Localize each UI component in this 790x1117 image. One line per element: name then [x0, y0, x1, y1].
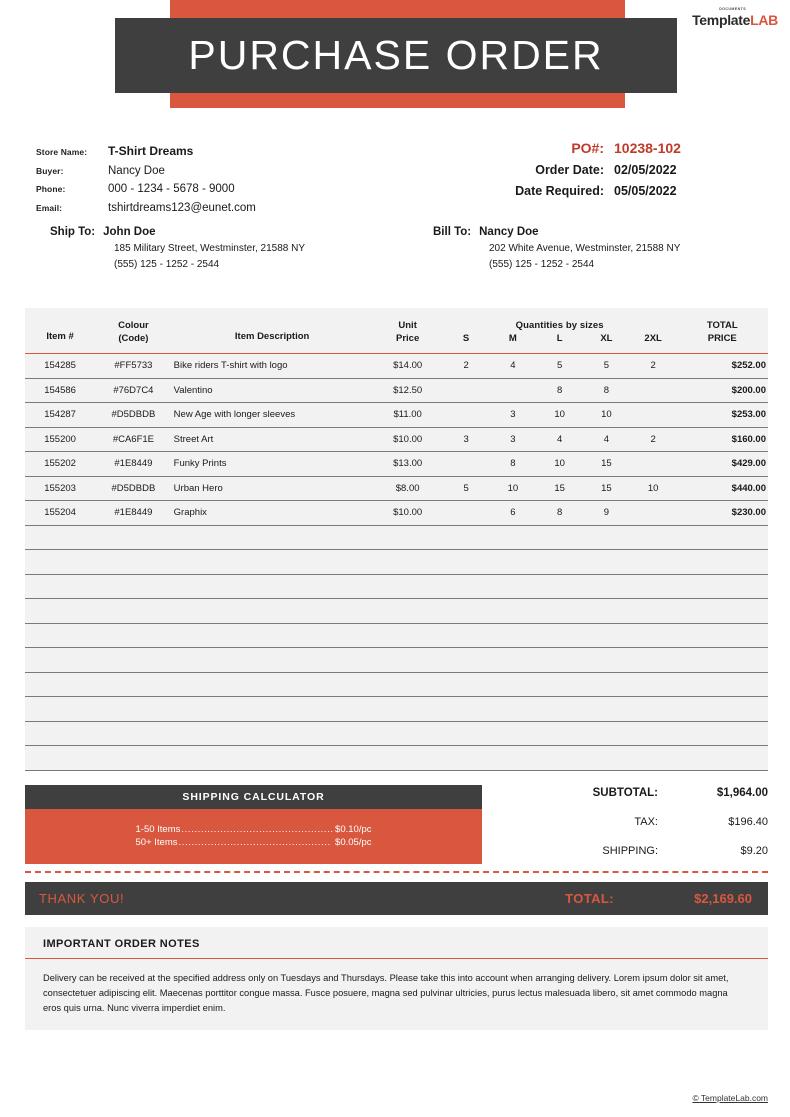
cell-unit-price: $13.00	[373, 452, 443, 477]
header-title-block	[115, 18, 677, 93]
cell-qty-s: 2	[443, 354, 490, 379]
po-number-value: 10238-102	[614, 140, 681, 156]
cell-colour: #1E8449	[95, 452, 172, 477]
cell-qty-s	[443, 623, 490, 648]
cell-qty-2xl	[630, 721, 677, 746]
cell-item: 155204	[25, 501, 95, 526]
cell-description: New Age with longer sleeves	[172, 403, 373, 428]
cell-qty-s	[443, 501, 490, 526]
shipping-tier-rate: $0.10/pc	[335, 823, 372, 835]
cell-qty-m: 4	[489, 354, 536, 379]
table-row	[25, 697, 768, 722]
cell-qty-m: 3	[489, 427, 536, 452]
calculator-and-totals-section	[25, 785, 768, 871]
cell-qty-2xl	[630, 550, 677, 575]
cell-item	[25, 697, 95, 722]
cell-qty-xl: 15	[583, 476, 630, 501]
cell-description	[172, 599, 373, 624]
col-header-description: Item Description	[172, 308, 373, 353]
cell-qty-l: 4	[536, 427, 583, 452]
phone-value: 000 - 1234 - 5678 - 9000	[108, 183, 235, 195]
email-label: Email:	[36, 202, 63, 213]
cell-qty-l: 15	[536, 476, 583, 501]
cell-qty-m: 3	[489, 403, 536, 428]
shipping-tier-label: 50+ Items	[135, 837, 178, 849]
store-name-value: T-Shirt Dreams	[108, 144, 194, 158]
cell-total	[677, 599, 768, 624]
cell-total	[677, 550, 768, 575]
ship-to-label: Ship To:	[50, 226, 96, 238]
cell-qty-l: 10	[536, 403, 583, 428]
cell-unit-price	[373, 574, 443, 599]
cell-description	[172, 697, 373, 722]
bill-to-phone: (555) 125 - 1252 - 2544	[489, 259, 595, 270]
cell-description: Funky Prints	[172, 452, 373, 477]
cell-colour: #D5DBDB	[95, 403, 172, 428]
cell-qty-m	[489, 721, 536, 746]
table-header-bottom-row	[25, 332, 768, 353]
cell-item: 154287	[25, 403, 95, 428]
cell-qty-2xl	[630, 403, 677, 428]
cell-qty-2xl	[630, 378, 677, 403]
cell-qty-s: 3	[443, 427, 490, 452]
cell-description: Urban Hero	[172, 476, 373, 501]
col-header-size-s: S	[443, 332, 490, 353]
shipping-label: SHIPPING:	[602, 844, 658, 857]
cell-total	[677, 574, 768, 599]
cell-qty-s	[443, 746, 490, 771]
col-header-item: Item #	[25, 308, 95, 353]
cell-qty-s	[443, 599, 490, 624]
cell-qty-xl	[583, 599, 630, 624]
cell-colour	[95, 648, 172, 673]
cell-qty-l	[536, 721, 583, 746]
col-header-colour-line2: (Code)	[95, 332, 172, 353]
store-info-block	[36, 144, 256, 220]
cell-colour: #FF5733	[95, 354, 172, 379]
logo-lab-text: LAB	[750, 11, 778, 28]
col-header-size-m: M	[489, 332, 536, 353]
cell-unit-price	[373, 672, 443, 697]
col-header-unit-line2: Price	[373, 332, 443, 353]
cell-item	[25, 574, 95, 599]
cell-qty-s	[443, 525, 490, 550]
table-row	[25, 403, 768, 428]
cell-total	[677, 746, 768, 771]
cell-qty-s	[443, 550, 490, 575]
cell-colour: #D5DBDB	[95, 476, 172, 501]
cell-qty-m	[489, 525, 536, 550]
cell-item	[25, 525, 95, 550]
shipping-calculator	[25, 785, 482, 865]
cell-unit-price: $10.00	[373, 501, 443, 526]
cell-unit-price: $12.50	[373, 378, 443, 403]
cell-qty-2xl	[630, 746, 677, 771]
grand-total-value: $2,169.60	[694, 890, 752, 906]
po-number-label: PO#:	[571, 140, 604, 156]
cell-qty-l: 8	[536, 378, 583, 403]
cell-description	[172, 623, 373, 648]
cell-qty-s	[443, 697, 490, 722]
cell-unit-price	[373, 721, 443, 746]
cell-qty-2xl	[630, 672, 677, 697]
cell-item	[25, 721, 95, 746]
table-row	[25, 452, 768, 477]
cell-qty-l: 5	[536, 354, 583, 379]
order-notes-title: IMPORTANT ORDER NOTES	[25, 927, 768, 959]
cell-description: Graphix	[172, 501, 373, 526]
cell-qty-m	[489, 746, 536, 771]
shipping-value: $9.20	[740, 844, 768, 857]
phone-label: Phone:	[36, 184, 66, 194]
cell-colour	[95, 697, 172, 722]
cell-description	[172, 648, 373, 673]
buyer-label: Buyer:	[36, 165, 64, 176]
table-row	[25, 746, 768, 771]
cell-qty-l	[536, 697, 583, 722]
ship-to-phone: (555) 125 - 1252 - 2544	[114, 259, 220, 270]
cell-description: Bike riders T-shirt with logo	[172, 354, 373, 379]
cell-qty-m	[489, 697, 536, 722]
cell-qty-xl: 5	[583, 354, 630, 379]
cell-item	[25, 599, 95, 624]
shipping-tier-label: 1-50 Items	[135, 823, 181, 835]
line-items-thead	[25, 308, 768, 354]
cell-qty-xl	[583, 574, 630, 599]
cell-unit-price: $11.00	[373, 403, 443, 428]
cell-unit-price	[373, 746, 443, 771]
cell-qty-xl: 4	[583, 427, 630, 452]
line-items-table	[25, 308, 768, 771]
cell-qty-xl	[583, 648, 630, 673]
order-info-section	[0, 118, 790, 226]
cell-qty-xl: 15	[583, 452, 630, 477]
cell-qty-l	[536, 599, 583, 624]
cell-total	[677, 648, 768, 673]
shipping-tier-dots: ...............................................	[178, 837, 331, 849]
cell-colour	[95, 574, 172, 599]
cell-total	[677, 697, 768, 722]
cell-colour	[95, 599, 172, 624]
order-date-row	[515, 163, 700, 177]
tax-label: TAX:	[634, 815, 658, 828]
cell-item	[25, 550, 95, 575]
logo-template-text: Template	[692, 11, 751, 28]
cell-colour	[95, 550, 172, 575]
shipping-row	[516, 845, 768, 857]
cell-qty-2xl: 2	[630, 354, 677, 379]
cell-colour	[95, 746, 172, 771]
thank-you-text: THANK YOU!	[39, 890, 125, 906]
shipping-tier-line	[136, 836, 372, 850]
col-header-quantities-group: Quantities by sizes	[443, 308, 677, 332]
cell-unit-price	[373, 550, 443, 575]
bill-to-label: Bill To:	[433, 226, 472, 238]
cell-description	[172, 672, 373, 697]
cell-qty-l	[536, 648, 583, 673]
cell-qty-xl	[583, 525, 630, 550]
cell-qty-2xl	[630, 525, 677, 550]
cell-description	[172, 525, 373, 550]
store-name-label: Store Name:	[36, 147, 88, 157]
cell-qty-2xl	[630, 599, 677, 624]
cell-colour	[95, 525, 172, 550]
po-info-block	[515, 140, 700, 205]
cell-description	[172, 550, 373, 575]
shipping-tier-dots: ...............................................	[181, 823, 334, 835]
shipping-tier-rate: $0.05/pc	[335, 837, 372, 849]
phone-row	[36, 183, 256, 195]
col-header-size-2xl: 2XL	[630, 332, 677, 353]
email-row	[36, 202, 256, 214]
table-row	[25, 721, 768, 746]
cell-description: Valentino	[172, 378, 373, 403]
cell-total	[677, 623, 768, 648]
cell-item: 154285	[25, 354, 95, 379]
shipping-tier-line	[136, 823, 372, 837]
cell-unit-price	[373, 648, 443, 673]
table-row	[25, 623, 768, 648]
bill-to-address: 202 White Avenue, Westminster, 21588 NY	[489, 243, 681, 254]
cell-unit-price	[373, 599, 443, 624]
cell-total: $429.00	[677, 452, 768, 477]
table-row	[25, 550, 768, 575]
logo-wordmark	[692, 12, 778, 28]
cell-qty-2xl	[630, 623, 677, 648]
buyer-value: Nancy Doe	[108, 164, 165, 177]
subtotal-value: $1,964.00	[716, 786, 768, 799]
cell-qty-xl	[583, 672, 630, 697]
cell-colour: #1E8449	[95, 501, 172, 526]
cell-item	[25, 746, 95, 771]
cell-item: 154586	[25, 378, 95, 403]
grand-total-bar	[25, 882, 768, 915]
cell-total	[677, 672, 768, 697]
cell-qty-2xl	[630, 501, 677, 526]
ship-bill-section	[0, 226, 790, 298]
cell-colour	[95, 721, 172, 746]
cell-qty-xl: 9	[583, 501, 630, 526]
store-name-row	[36, 144, 256, 158]
email-value: tshirtdreams123@eunet.com	[108, 201, 256, 214]
cell-total: $440.00	[677, 476, 768, 501]
cell-unit-price: $8.00	[373, 476, 443, 501]
cell-item: 155203	[25, 476, 95, 501]
table-row	[25, 501, 768, 526]
templatelab-logo	[692, 8, 778, 29]
cell-qty-s	[443, 574, 490, 599]
cell-total: $252.00	[677, 354, 768, 379]
table-row	[25, 648, 768, 673]
cell-total	[677, 721, 768, 746]
table-row	[25, 672, 768, 697]
bill-to-header	[433, 226, 680, 238]
cell-qty-2xl	[630, 648, 677, 673]
cell-description	[172, 574, 373, 599]
cell-qty-s: 5	[443, 476, 490, 501]
col-header-size-xl: XL	[583, 332, 630, 353]
cell-total: $200.00	[677, 378, 768, 403]
col-header-total-line1: TOTAL	[677, 308, 768, 332]
cell-qty-xl	[583, 746, 630, 771]
table-row	[25, 354, 768, 379]
cell-qty-m	[489, 378, 536, 403]
cell-total	[677, 525, 768, 550]
cell-qty-s	[443, 648, 490, 673]
date-required-label: Date Required:	[515, 184, 604, 198]
cell-qty-l	[536, 574, 583, 599]
cell-qty-l: 8	[536, 501, 583, 526]
cell-unit-price	[373, 525, 443, 550]
cell-qty-m	[489, 550, 536, 575]
bill-to-block	[433, 226, 680, 275]
table-row	[25, 476, 768, 501]
ship-to-name: John Doe	[103, 226, 156, 238]
ship-to-header	[50, 226, 305, 238]
table-header-top-row	[25, 308, 768, 332]
cell-colour	[95, 623, 172, 648]
cell-qty-m	[489, 648, 536, 673]
cell-description	[172, 746, 373, 771]
cell-description: Street Art	[172, 427, 373, 452]
cell-qty-l	[536, 550, 583, 575]
cell-qty-l	[536, 525, 583, 550]
cell-qty-l	[536, 672, 583, 697]
cell-qty-2xl	[630, 574, 677, 599]
cell-qty-2xl: 2	[630, 427, 677, 452]
cell-colour: #CA6F1E	[95, 427, 172, 452]
cell-qty-m	[489, 623, 536, 648]
cell-colour	[95, 672, 172, 697]
cell-qty-xl	[583, 550, 630, 575]
cell-qty-l	[536, 623, 583, 648]
tax-row	[516, 816, 768, 828]
date-required-row	[515, 184, 700, 198]
cell-item	[25, 623, 95, 648]
table-row	[25, 574, 768, 599]
buyer-row	[36, 165, 256, 177]
cell-qty-s	[443, 403, 490, 428]
cell-qty-xl: 8	[583, 378, 630, 403]
page-title: PURCHASE ORDER	[188, 32, 604, 78]
cell-total: $253.00	[677, 403, 768, 428]
table-row	[25, 378, 768, 403]
subtotal-label: SUBTOTAL:	[592, 786, 658, 799]
line-items-tbody	[25, 354, 768, 771]
cell-colour: #76D7C4	[95, 378, 172, 403]
bill-to-name: Nancy Doe	[479, 226, 539, 238]
cell-qty-m: 6	[489, 501, 536, 526]
grand-total-label: TOTAL:	[565, 890, 614, 906]
cell-qty-s	[443, 672, 490, 697]
cell-qty-m	[489, 672, 536, 697]
footer-copyright: © TemplateLab.com	[692, 1093, 768, 1103]
cell-qty-xl	[583, 721, 630, 746]
cell-total: $160.00	[677, 427, 768, 452]
cell-qty-m: 10	[489, 476, 536, 501]
logo-superscript: DOCUMENTS	[719, 7, 746, 11]
table-row	[25, 525, 768, 550]
cell-unit-price	[373, 697, 443, 722]
col-header-total-line2: PRICE	[677, 332, 768, 353]
cell-qty-m	[489, 599, 536, 624]
cell-unit-price: $10.00	[373, 427, 443, 452]
cell-qty-l	[536, 746, 583, 771]
cell-qty-2xl: 10	[630, 476, 677, 501]
table-row	[25, 427, 768, 452]
tax-value: $196.40	[728, 815, 768, 828]
totals-block	[516, 787, 768, 874]
cell-qty-s	[443, 452, 490, 477]
page-header	[0, 0, 790, 118]
cell-qty-m	[489, 574, 536, 599]
cell-description	[172, 721, 373, 746]
cell-qty-xl	[583, 697, 630, 722]
cell-item: 155200	[25, 427, 95, 452]
cell-item: 155202	[25, 452, 95, 477]
subtotal-row	[516, 787, 768, 799]
cell-qty-s	[443, 721, 490, 746]
cell-unit-price: $14.00	[373, 354, 443, 379]
ship-to-address: 185 Military Street, Westminster, 21588 NY	[114, 243, 306, 254]
cell-item	[25, 672, 95, 697]
cell-qty-2xl	[630, 697, 677, 722]
col-header-size-l: L	[536, 332, 583, 353]
cell-item	[25, 648, 95, 673]
order-notes-body: Delivery can be received at the specified address only on Tuesdays and Thursdays. Please take this into account when arranging delivery. Lorem ipsum dolor sit amet, consectetuer adipiscing elit. Maecenas porttitor congue massa. Fusce posuere, magna sed pulvinar ultricies, purus lectus malesuada libero, sit amet commodo magna eros quis urna. Nunc viverra imperdiet enim.	[43, 972, 729, 1013]
col-header-colour-line1: Colour	[95, 308, 172, 332]
cell-total: $230.00	[677, 501, 768, 526]
order-notes-section	[25, 927, 768, 1030]
cell-qty-m: 8	[489, 452, 536, 477]
line-items-table-wrapper	[25, 308, 768, 771]
cell-qty-2xl	[630, 452, 677, 477]
col-header-unit-line1: Unit	[373, 308, 443, 332]
ship-to-block	[50, 226, 305, 275]
cell-qty-l: 10	[536, 452, 583, 477]
cell-qty-xl: 10	[583, 403, 630, 428]
order-date-label: Order Date:	[535, 163, 604, 177]
po-number-row	[515, 140, 700, 156]
shipping-calculator-title: SHIPPING CALCULATOR	[25, 785, 482, 809]
cell-unit-price	[373, 623, 443, 648]
cell-qty-s	[443, 378, 490, 403]
date-required-value: 05/05/2022	[614, 184, 677, 198]
shipping-calculator-body	[25, 809, 482, 865]
cell-qty-xl	[583, 623, 630, 648]
order-date-value: 02/05/2022	[614, 163, 677, 177]
table-row	[25, 599, 768, 624]
